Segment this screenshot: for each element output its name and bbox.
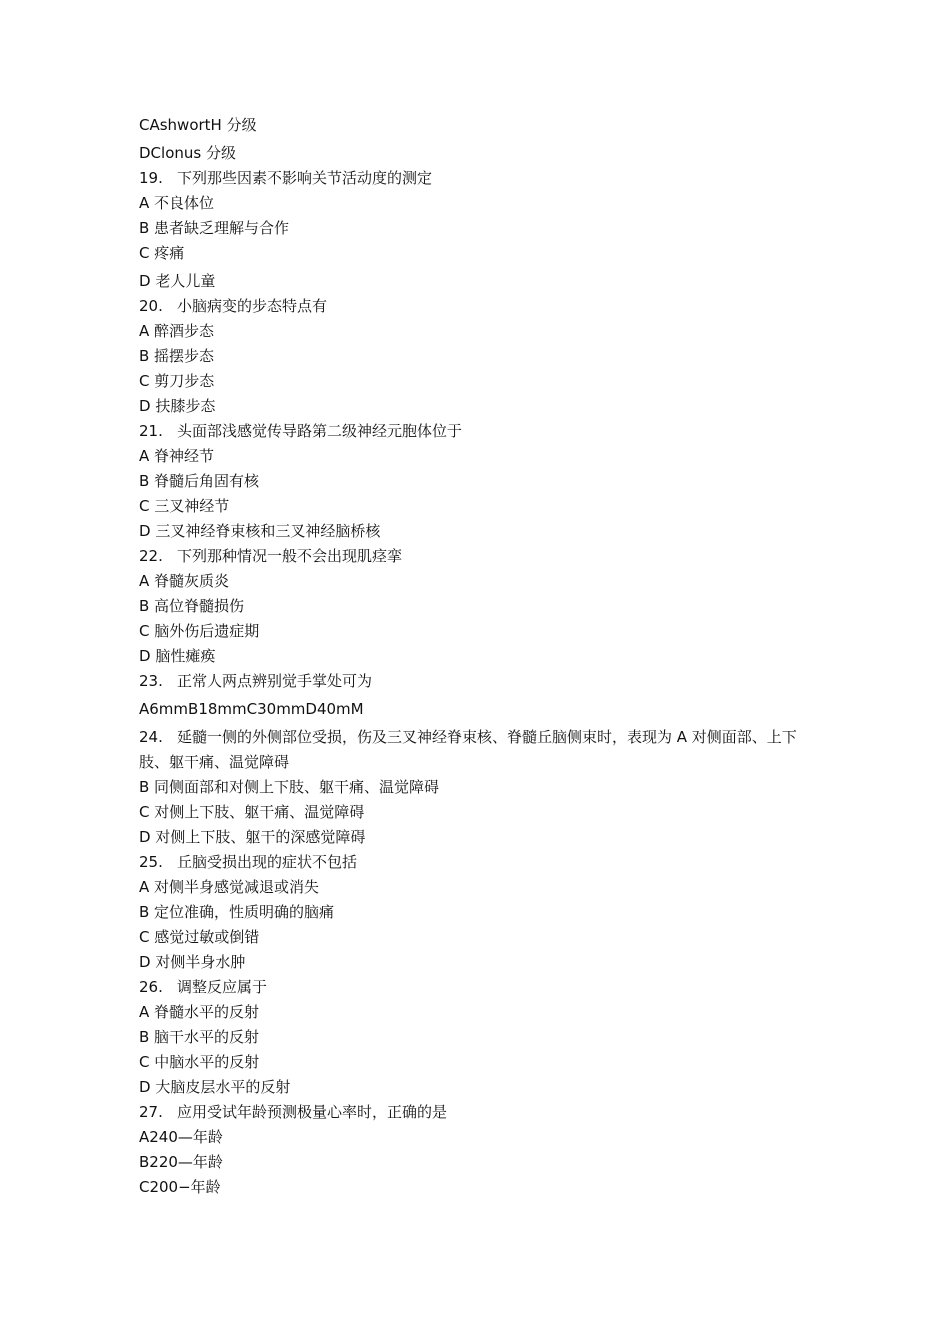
option-line: D 脑性瘫痪 <box>139 647 216 665</box>
question-19 <box>139 166 819 191</box>
question-number: 23. <box>139 672 163 690</box>
question-20 <box>139 294 819 319</box>
text-line: CAshwortH 分级 <box>139 116 257 134</box>
question-number: 27. <box>139 1103 163 1121</box>
option-line: B220—年龄 <box>139 1153 223 1171</box>
option-line: C 中脑水平的反射 <box>139 1053 260 1071</box>
option-line: A 脊髓水平的反射 <box>139 1003 260 1021</box>
option-line: A 脊髓灰质炎 <box>139 572 230 590</box>
question-number: 19. <box>139 169 163 187</box>
option-line: C 三叉神经节 <box>139 497 230 515</box>
question-text: 正常人两点辨别觉手掌处可为 <box>177 672 373 690</box>
question-number: 20. <box>139 297 163 315</box>
option-line: A 不良体位 <box>139 194 215 212</box>
option-line: A 对侧半身感觉减退或消失 <box>139 878 320 896</box>
question-number: 25. <box>139 853 163 871</box>
question-text: 应用受试年龄预测极量心率时，正确的是 <box>177 1103 448 1121</box>
option-line: B 患者缺乏理解与合作 <box>139 219 290 237</box>
option-line: D 大脑皮层水平的反射 <box>139 1078 291 1096</box>
option-line: D 扶膝步态 <box>139 397 216 415</box>
text-line: DClonus 分级 <box>139 144 236 162</box>
question-text: 小脑病变的步态特点有 <box>177 297 328 315</box>
option-line: C 剪刀步态 <box>139 372 215 390</box>
option-line: C 感觉过敏或倒错 <box>139 928 260 946</box>
option-line: A 醉酒步态 <box>139 322 215 340</box>
option-line: B 脊髓后角固有核 <box>139 472 260 490</box>
question-text: 调整反应属于 <box>177 978 268 996</box>
question-27 <box>139 1100 819 1125</box>
question-number: 26. <box>139 978 163 996</box>
option-line: A240—年龄 <box>139 1128 223 1146</box>
question-21 <box>139 419 819 444</box>
question-23 <box>139 669 819 694</box>
option-line: B 摇摆步态 <box>139 347 215 365</box>
option-line: B 高位脊髓损伤 <box>139 597 245 615</box>
question-24 <box>139 725 819 775</box>
question-number: 24. <box>139 728 163 746</box>
question-25 <box>139 850 819 875</box>
option-line: D 对侧上下肢、躯干的深感觉障碍 <box>139 828 366 846</box>
option-line: D 老人儿童 <box>139 272 216 290</box>
question-number: 22. <box>139 547 163 565</box>
question-text: 头面部浅感觉传导路第二级神经元胞体位于 <box>177 422 463 440</box>
option-line: D 对侧半身水肿 <box>139 953 246 971</box>
option-line: B 同侧面部和对侧上下肢、躯干痛、温觉障碍 <box>139 778 440 796</box>
option-line: C 对侧上下肢、躯干痛、温觉障碍 <box>139 803 365 821</box>
question-number: 21. <box>139 422 163 440</box>
document-body <box>139 113 819 1200</box>
option-line: A6mmB18mmC30mmD40mM <box>139 700 364 718</box>
question-text: 下列那种情况一般不会出现肌痉挛 <box>177 547 403 565</box>
option-line: C200−年龄 <box>139 1178 221 1196</box>
question-22 <box>139 544 819 569</box>
option-line: B 脑干水平的反射 <box>139 1028 260 1046</box>
question-text: 下列那些因素不影响关节活动度的测定 <box>177 169 433 187</box>
question-text: 延髓一侧的外侧部位受损，伤及三叉神经脊束核、脊髓丘脑侧束时，表现为 A 对侧面部、上下肢、躯干痛、温觉障碍 <box>139 728 797 771</box>
option-line: C 脑外伤后遗症期 <box>139 622 260 640</box>
option-line: B 定位准确，性质明确的脑痛 <box>139 903 335 921</box>
question-26 <box>139 975 819 1000</box>
option-line: C 疼痛 <box>139 244 185 262</box>
option-line: A 脊神经节 <box>139 447 215 465</box>
question-text: 丘脑受损出现的症状不包括 <box>177 853 358 871</box>
option-line: D 三叉神经脊束核和三叉神经脑桥核 <box>139 522 381 540</box>
